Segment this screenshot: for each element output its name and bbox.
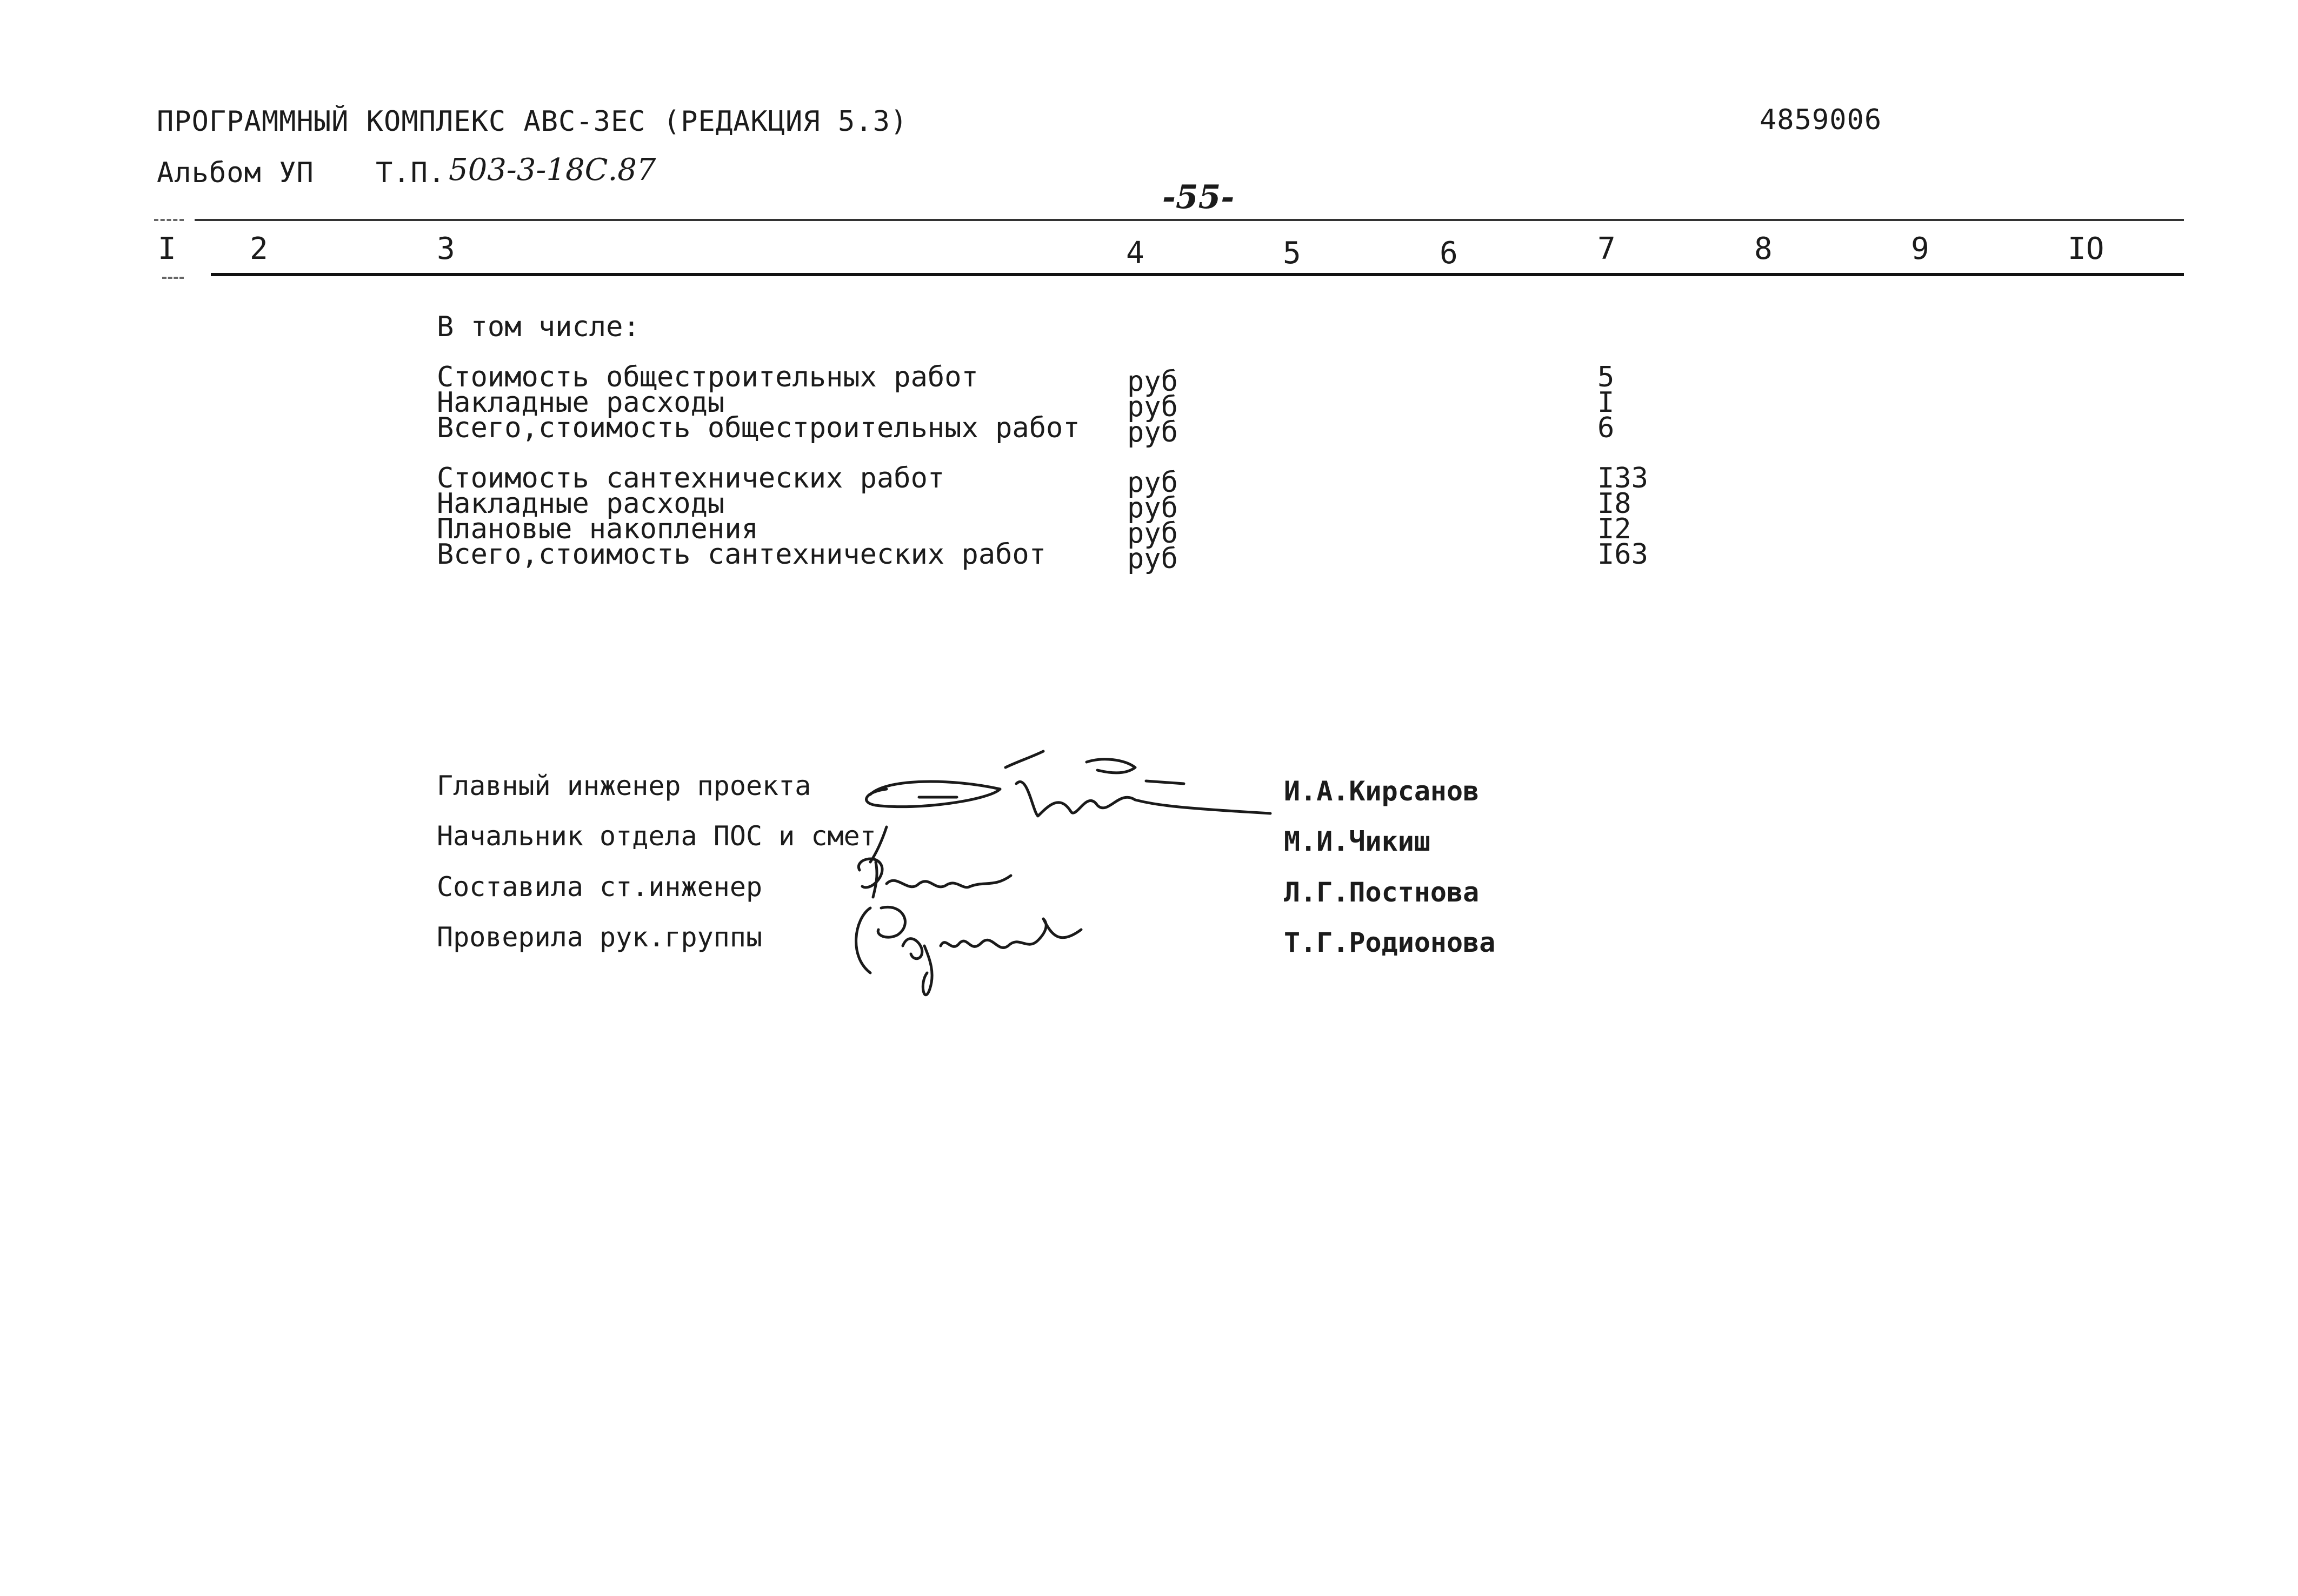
row-unit: руб [1127, 416, 1178, 449]
row-unit: руб [1127, 365, 1178, 398]
signature-1-stroke [1146, 781, 1184, 784]
row-value: I [1597, 386, 1615, 419]
rule-dash-bottom [162, 277, 184, 279]
signature-1-stroke [1016, 782, 1270, 816]
group-1-values [1597, 361, 1615, 444]
signatory-name: И.А.Кирсанов [1284, 776, 1480, 807]
signature-1-stroke [1087, 759, 1135, 773]
row-name: Стоимость сантехнических работ [437, 462, 945, 495]
signature-4-stroke [856, 907, 905, 973]
signature-1-stroke [867, 782, 1000, 807]
row-unit: руб [1127, 492, 1178, 524]
column-number-2: 2 [250, 231, 268, 266]
row-value: 6 [1597, 412, 1615, 444]
group-1-units [1127, 365, 1178, 449]
document-number: 4859006 [1760, 104, 1882, 136]
row-value: I63 [1597, 538, 1648, 571]
group-2-units [1127, 466, 1178, 575]
column-number-3: 3 [437, 231, 455, 266]
row-value: I33 [1597, 462, 1648, 495]
signature-1-stroke [1005, 751, 1043, 767]
row-unit: руб [1127, 517, 1178, 550]
signature-4-stroke [941, 919, 1081, 947]
page-number: -55- [1162, 178, 1235, 216]
section-intro: В том числе: [437, 311, 640, 343]
signature-role: Главный инженер проекта [437, 770, 811, 802]
signature-3-stroke [858, 859, 882, 897]
group-2-names [437, 462, 1047, 571]
column-number-9: 9 [1911, 231, 1929, 266]
tp-number: 503-3-18С.87 [449, 152, 656, 188]
rule-bottom [211, 273, 2184, 276]
row-unit: руб [1127, 391, 1178, 423]
tp-label: Т.П. [376, 157, 446, 189]
column-number-10: IO [2068, 231, 2104, 266]
row-value: I8 [1597, 488, 1631, 520]
signature-role: Составила ст.инженер [437, 871, 763, 903]
row-name: Плановые накопления [437, 513, 758, 545]
column-number-4: 4 [1126, 236, 1144, 271]
row-unit: руб [1127, 466, 1178, 499]
row-value: 5 [1597, 361, 1615, 393]
column-number-6: 6 [1440, 236, 1458, 271]
signature-2-stroke [870, 827, 887, 862]
signatory-name: Т.Г.Родионова [1284, 927, 1496, 958]
signature-3-stroke [887, 876, 1011, 887]
program-title: ПРОГРАММНЫЙ КОМПЛЕКС АВС-ЗЕС (РЕДАКЦИЯ 5.3) [157, 105, 908, 138]
row-name: Накладные расходы [437, 488, 725, 520]
row-name: Стоимость общестроительных работ [437, 361, 978, 393]
rule-top [195, 219, 2184, 221]
signature-role: Проверила рук.группы [437, 921, 763, 953]
column-number-8: 8 [1754, 231, 1773, 266]
row-name: Накладные расходы [437, 386, 725, 419]
album-label: Альбом УП [157, 157, 314, 189]
group-1-names [437, 361, 1080, 444]
column-number-7: 7 [1597, 231, 1616, 266]
column-number-5: 5 [1283, 236, 1301, 271]
rule-dash-top [154, 219, 184, 221]
row-value: I2 [1597, 513, 1631, 545]
signature-4-stroke [903, 939, 932, 995]
row-name: Всего,стоимость сантехнических работ [437, 538, 1047, 571]
handwritten-signatures [854, 746, 1287, 1016]
row-name: Всего,стоимость общестроительных работ [437, 412, 1080, 444]
signatory-name: М.И.Чикиш [1284, 826, 1430, 857]
signature-role: Начальник отдела ПОС и смет [437, 820, 876, 852]
column-number-1: I [158, 231, 176, 266]
signatory-name: Л.Г.Постнова [1284, 877, 1480, 908]
row-unit: руб [1127, 543, 1178, 575]
group-2-values [1597, 462, 1648, 571]
